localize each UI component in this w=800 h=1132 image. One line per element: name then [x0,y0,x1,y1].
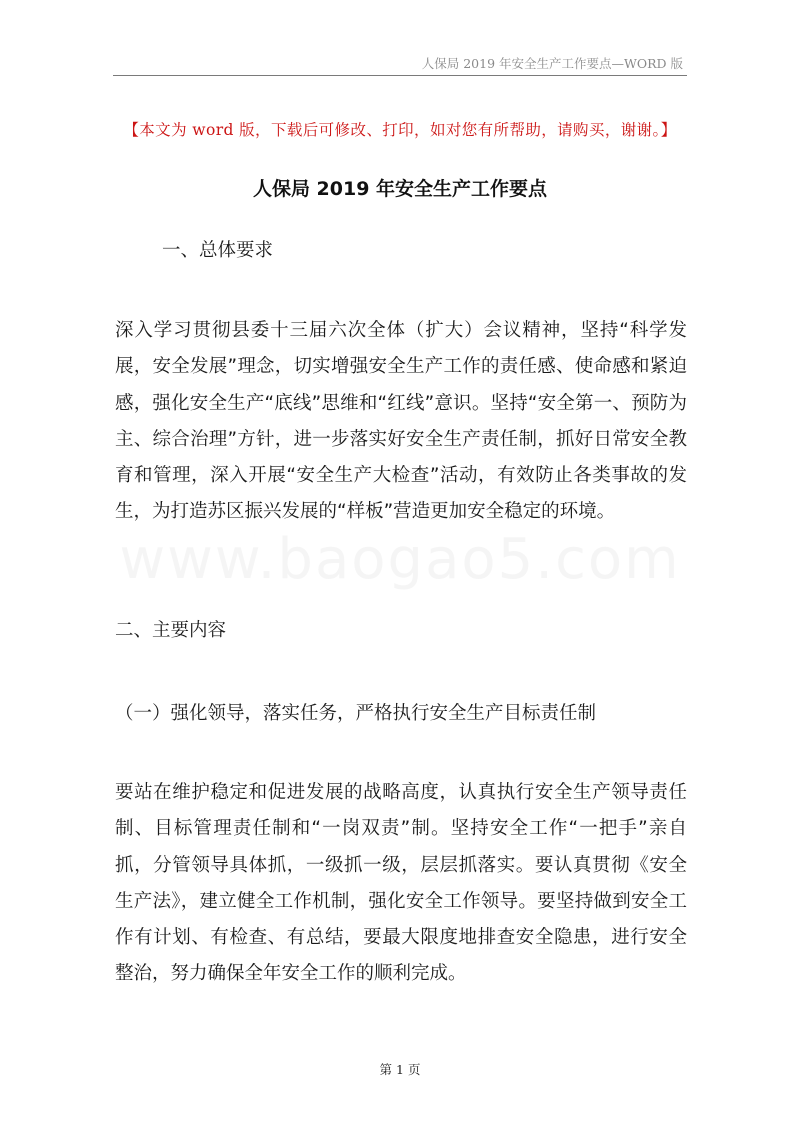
page-number: 第 1 页 [379,1062,421,1077]
section-heading-overall-requirements: 一、总体要求 [162,240,274,261]
running-header: 人保局 2019 年安全生产工作要点—WORD 版 [421,56,683,71]
header-divider [113,75,687,76]
watermark: www.baogao5.com [119,527,681,592]
paragraph-overall-requirements: 深入学习贯彻县委十三届六次全体（扩大）会议精神，坚持“科学发展，安全发展”理念，切实增强安全生产工作的责任感、使命感和紧迫感，强化安全生产“底线”思维和“红线”意识。坚持“安全第一、预防为主、综合治理”方针，进一步落实好安全生产责任制，抓好日常安全教育和管理，深入开展“安全生产大检查”活动，有效防止各类事故的发生，为打造苏区振兴发展的“样板”营造更加安全稳定的环境。 [115,320,687,523]
subsection-heading-leadership: （一）强化领导，落实任务，严格执行安全生产目标责任制 [115,703,597,724]
purchase-notice: 【本文为 word 版，下载后可修改、打印，如对您有所帮助，请购买，谢谢。】 [123,121,677,139]
page-title: 人保局 2019 年安全生产工作要点 [252,178,548,200]
paragraph-leadership: 要站在维护稳定和促进发展的战略高度，认真执行安全生产领导责任制、目标管理责任制和“一岗双责”制。坚持安全工作“一把手”亲自抓，分管领导具体抓，一级抓一级，层层抓落实。要认真贯彻《安全生产法》，建立健全工作机制，强化安全工作领导。要坚持做到安全工作有计划、有检查、有总结，要最大限度地排查安全隐患，进行安全整治，努力确保全年安全工作的顺利完成。 [115,782,687,985]
section-heading-main-content: 二、主要内容 [115,620,227,641]
